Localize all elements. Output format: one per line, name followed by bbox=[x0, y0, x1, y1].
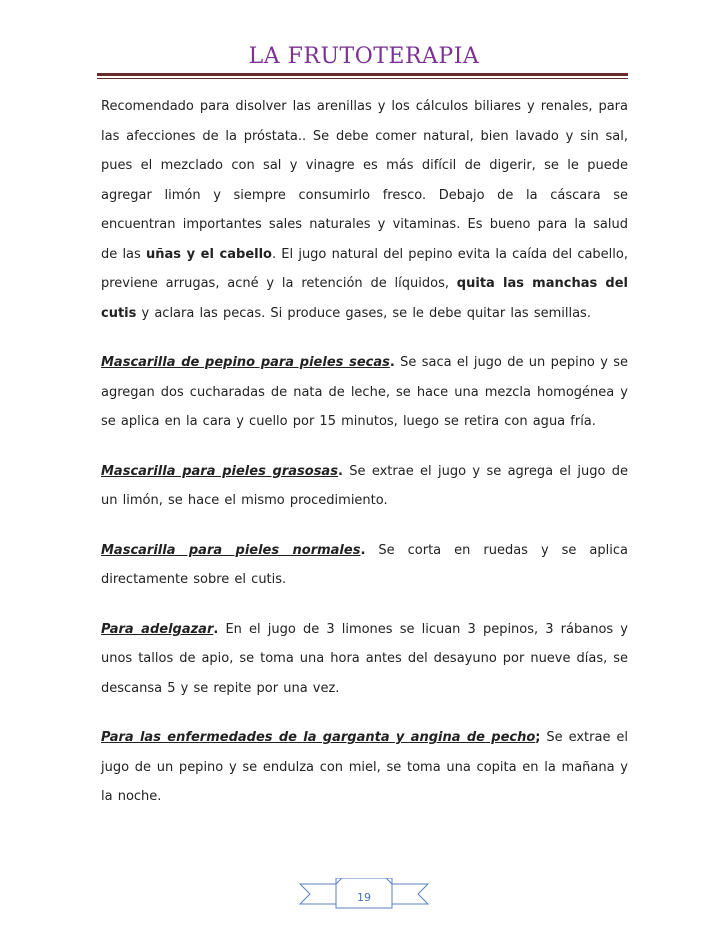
page-title: LA FRUTOTERAPIA bbox=[248, 44, 480, 69]
section-paragraph bbox=[101, 615, 628, 704]
section-body: Se extrae el jugo de un pepino y se endulza con miel, se toma una copita en la mañana y la noche. bbox=[101, 730, 628, 804]
section-heading: Mascarilla de pepino para pieles secas bbox=[101, 355, 390, 370]
intro-bold-2: quita las manchas del cutis bbox=[101, 276, 629, 321]
section-body: Se saca el jugo de un pepino y se agregan dos cucharadas de nata de leche, se hace una mezcla homogénea y se aplica en la cara y cuello por 15 minutos, luego se retira con agua fría. bbox=[101, 355, 628, 429]
section-heading-punct: ; bbox=[535, 730, 541, 745]
section-paragraph bbox=[101, 723, 628, 812]
intro-text-1: Recomendado para disolver las arenillas y los cálculos biliares y renales, para las afecciones de la próstata.. Se debe comer natural, bien lavado y sin sal, pues el mezclado con sal y vinagre es más difícil de digerir, se le puede agregar limón y siempre consumirlo fresco. Debajo de la cáscara se encuentran importantes sales naturales y vitaminas. Es bueno para la salud de las bbox=[101, 99, 628, 262]
section-body: Se corta en ruedas y se aplica directamente sobre el cutis. bbox=[101, 542, 628, 587]
intro-paragraph bbox=[101, 92, 628, 328]
section-heading: Para las enfermedades de la garganta y angina de pecho bbox=[101, 730, 536, 745]
title-rule-thick bbox=[97, 73, 628, 76]
section-heading: Para adelgazar bbox=[101, 621, 214, 637]
page-number: 19 bbox=[357, 891, 371, 904]
section-body: En el jugo de 3 limones se licuan 3 pepinos, 3 rábanos y unos tallos de apio, se toma una hora antes del desayuno por nueve días, se descansa 5 y se repite por una vez. bbox=[101, 621, 628, 696]
section-heading: Mascarilla para pieles grasosas bbox=[101, 463, 338, 479]
intro-text-3: y aclara las pecas. Si produce gases, se le debe quitar las semillas. bbox=[136, 305, 591, 321]
section-heading-punct: . bbox=[389, 355, 395, 370]
section-heading-punct: . bbox=[337, 463, 343, 479]
title-rule-thin bbox=[97, 78, 628, 79]
page-footer bbox=[0, 878, 728, 928]
section-heading-punct: . bbox=[213, 621, 219, 637]
section-paragraph bbox=[101, 536, 628, 595]
section-paragraph bbox=[101, 457, 628, 516]
document-body bbox=[101, 92, 628, 832]
intro-text-2: . El jugo natural del pepino evita la caída del cabello, previene arrugas, acné y la retención de líquidos, bbox=[101, 246, 628, 291]
section-heading: Mascarilla para pieles normales bbox=[101, 542, 361, 558]
intro-bold-1: uñas y el cabello bbox=[146, 246, 272, 262]
section-body: Se extrae el jugo y se agrega el jugo de un limón, se hace el mismo procedimiento. bbox=[101, 463, 629, 508]
section-paragraph bbox=[101, 348, 628, 437]
section-heading-punct: . bbox=[360, 542, 366, 558]
